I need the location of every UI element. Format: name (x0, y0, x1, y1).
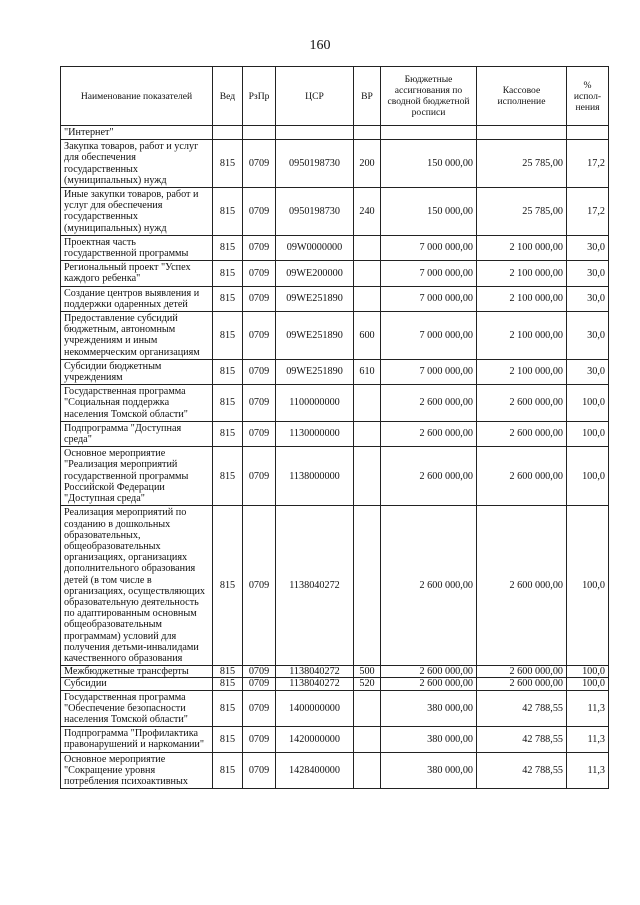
page-number: 160 (309, 38, 331, 53)
row-vr: 520 (354, 678, 381, 690)
row-cash-execution: 2 600 000,00 (477, 678, 567, 690)
row-percent: 100,0 (567, 506, 609, 666)
row-cash-execution: 2 100 000,00 (477, 286, 567, 311)
row-vr (354, 261, 381, 286)
row-vr: 240 (354, 188, 381, 236)
table-row (61, 506, 609, 666)
row-percent: 100,0 (567, 666, 609, 678)
row-csr: 1138040272 (276, 506, 354, 666)
row-rzpr: 0709 (243, 359, 276, 384)
row-ved: 815 (213, 188, 243, 236)
row-percent: 17,2 (567, 140, 609, 188)
row-assignments: 7 000 000,00 (381, 286, 477, 311)
row-rzpr: 0709 (243, 140, 276, 188)
row-assignments: 380 000,00 (381, 752, 477, 789)
row-assignments: 2 600 000,00 (381, 421, 477, 446)
row-percent: 30,0 (567, 235, 609, 260)
row-assignments: 7 000 000,00 (381, 235, 477, 260)
row-rzpr: 0709 (243, 385, 276, 422)
row-cash-execution: 42 788,55 (477, 690, 567, 727)
row-cash-execution: 2 600 000,00 (477, 385, 567, 422)
row-percent: 100,0 (567, 447, 609, 506)
budget-execution-table (60, 66, 609, 789)
table-row (61, 188, 609, 236)
row-name: Межбюджетные трансферты (61, 666, 213, 678)
header-percent: % испол-нения (567, 67, 609, 126)
table-row (61, 261, 609, 286)
row-rzpr: 0709 (243, 235, 276, 260)
row-assignments: 7 000 000,00 (381, 312, 477, 360)
row-vr: 500 (354, 666, 381, 678)
table-row (61, 286, 609, 311)
table-row (61, 140, 609, 188)
table-row (61, 421, 609, 446)
row-cash-execution: 42 788,55 (477, 727, 567, 752)
row-assignments: 2 600 000,00 (381, 447, 477, 506)
row-percent: 17,2 (567, 188, 609, 236)
row-name: Государственная программа "Социальная поддержка населения Томской области" (61, 385, 213, 422)
row-cash-execution: 2 600 000,00 (477, 421, 567, 446)
table-row (61, 666, 609, 678)
row-percent: 100,0 (567, 678, 609, 690)
row-ved: 815 (213, 140, 243, 188)
row-name: Закупка товаров, работ и услуг для обеспечения государственных (муниципальных) нужд (61, 140, 213, 188)
row-csr: 1130000000 (276, 421, 354, 446)
header-csr: ЦСР (276, 67, 354, 126)
row-csr: 1100000000 (276, 385, 354, 422)
row-vr (354, 385, 381, 422)
row-rzpr: 0709 (243, 690, 276, 727)
row-csr: 1138040272 (276, 678, 354, 690)
row-name: Государственная программа "Обеспечение безопасности населения Томской области" (61, 690, 213, 727)
row-name: Субсидии (61, 678, 213, 690)
row-vr (354, 690, 381, 727)
row-rzpr: 0709 (243, 188, 276, 236)
row-ved: 815 (213, 752, 243, 789)
row-rzpr: 0709 (243, 421, 276, 446)
row-ved: 815 (213, 447, 243, 506)
row-ved: 815 (213, 359, 243, 384)
row-ved: 815 (213, 506, 243, 666)
row-percent: 11,3 (567, 690, 609, 727)
row-vr (354, 447, 381, 506)
row-vr (354, 421, 381, 446)
row-percent: 100,0 (567, 421, 609, 446)
row-ved: 815 (213, 727, 243, 752)
table-row (61, 727, 609, 752)
row-csr: 1420000000 (276, 727, 354, 752)
row-ved: 815 (213, 666, 243, 678)
table-row (61, 312, 609, 360)
row-cash-execution: 42 788,55 (477, 752, 567, 789)
row-rzpr: 0709 (243, 666, 276, 678)
row-csr: 09WE251890 (276, 312, 354, 360)
row-rzpr: 0709 (243, 678, 276, 690)
row-name: Проектная часть государственной программы (61, 235, 213, 260)
row-percent: 11,3 (567, 752, 609, 789)
row-rzpr: 0709 (243, 727, 276, 752)
row-csr: 09W0000000 (276, 235, 354, 260)
row-name: Подпрограмма "Профилактика правонарушений и наркомании" (61, 727, 213, 752)
row-rzpr (243, 126, 276, 140)
row-rzpr: 0709 (243, 312, 276, 360)
row-name: Основное мероприятие "Реализация мероприятий государственной программы Российской Федерации "Доступная среда" (61, 447, 213, 506)
table-row (61, 235, 609, 260)
header-rzpr: РзПр (243, 67, 276, 126)
header-cash-execution: Кассовое исполнение (477, 67, 567, 126)
row-rzpr: 0709 (243, 506, 276, 666)
row-name: Основное мероприятие "Сокращение уровня потребления психоактивных (61, 752, 213, 789)
row-assignments: 7 000 000,00 (381, 359, 477, 384)
row-assignments: 2 600 000,00 (381, 666, 477, 678)
row-cash-execution: 2 100 000,00 (477, 312, 567, 360)
header-name: Наименование показателей (61, 67, 213, 126)
row-csr: 1138040272 (276, 666, 354, 678)
row-ved: 815 (213, 678, 243, 690)
header-ved: Вед (213, 67, 243, 126)
table-row (61, 126, 609, 140)
row-ved: 815 (213, 235, 243, 260)
row-assignments: 150 000,00 (381, 140, 477, 188)
row-name: Реализация мероприятий по созданию в дошкольных образовательных, общеобразовательных организациях, организациях дополнительного образования детей (в том числе в организациях, осуществляющих образовательную деятельность по адаптированным основным общеобразовательным программам) условий для получения детьми-инвалидами качественного образования (61, 506, 213, 666)
row-name: Субсидии бюджетным учреждениям (61, 359, 213, 384)
row-assignments: 7 000 000,00 (381, 261, 477, 286)
row-ved: 815 (213, 286, 243, 311)
row-assignments: 150 000,00 (381, 188, 477, 236)
row-cash-execution: 25 785,00 (477, 188, 567, 236)
row-csr: 1400000000 (276, 690, 354, 727)
row-cash-execution: 2 600 000,00 (477, 506, 567, 666)
row-assignments: 380 000,00 (381, 690, 477, 727)
row-vr: 600 (354, 312, 381, 360)
row-vr: 610 (354, 359, 381, 384)
row-name: "Интернет" (61, 126, 213, 140)
table-row (61, 447, 609, 506)
row-percent: 30,0 (567, 261, 609, 286)
row-csr (276, 126, 354, 140)
row-cash-execution: 2 100 000,00 (477, 359, 567, 384)
row-vr (354, 286, 381, 311)
row-ved: 815 (213, 312, 243, 360)
row-vr: 200 (354, 140, 381, 188)
row-assignments: 380 000,00 (381, 727, 477, 752)
row-csr: 09WE200000 (276, 261, 354, 286)
row-cash-execution: 25 785,00 (477, 140, 567, 188)
row-percent: 30,0 (567, 286, 609, 311)
row-cash-execution (477, 126, 567, 140)
row-rzpr: 0709 (243, 752, 276, 789)
row-ved: 815 (213, 690, 243, 727)
row-cash-execution: 2 100 000,00 (477, 261, 567, 286)
row-name: Создание центров выявления и поддержки одаренных детей (61, 286, 213, 311)
row-ved: 815 (213, 261, 243, 286)
table-row (61, 752, 609, 789)
row-percent: 30,0 (567, 359, 609, 384)
row-rzpr: 0709 (243, 447, 276, 506)
row-csr: 0950198730 (276, 188, 354, 236)
row-csr: 0950198730 (276, 140, 354, 188)
table-row (61, 690, 609, 727)
row-csr: 1138000000 (276, 447, 354, 506)
row-vr (354, 235, 381, 260)
row-assignments (381, 126, 477, 140)
table-row (61, 359, 609, 384)
row-cash-execution: 2 100 000,00 (477, 235, 567, 260)
row-percent (567, 126, 609, 140)
row-vr (354, 126, 381, 140)
table-row (61, 385, 609, 422)
row-cash-execution: 2 600 000,00 (477, 447, 567, 506)
row-name: Иные закупки товаров, работ и услуг для обеспечения государственных (муниципальных) нужд (61, 188, 213, 236)
row-assignments: 2 600 000,00 (381, 678, 477, 690)
row-rzpr: 0709 (243, 286, 276, 311)
row-cash-execution: 2 600 000,00 (477, 666, 567, 678)
row-percent: 11,3 (567, 727, 609, 752)
row-vr (354, 752, 381, 789)
row-ved: 815 (213, 421, 243, 446)
row-rzpr: 0709 (243, 261, 276, 286)
row-ved: 815 (213, 385, 243, 422)
table-header-row (61, 67, 609, 126)
row-csr: 1428400000 (276, 752, 354, 789)
row-assignments: 2 600 000,00 (381, 506, 477, 666)
row-csr: 09WE251890 (276, 359, 354, 384)
header-vr: ВР (354, 67, 381, 126)
row-vr (354, 727, 381, 752)
table-row (61, 678, 609, 690)
row-percent: 30,0 (567, 312, 609, 360)
row-assignments: 2 600 000,00 (381, 385, 477, 422)
header-assignments: Бюджетные ассигнования по сводной бюджетной росписи (381, 67, 477, 126)
row-percent: 100,0 (567, 385, 609, 422)
row-ved (213, 126, 243, 140)
row-name: Подпрограмма "Доступная среда" (61, 421, 213, 446)
row-vr (354, 506, 381, 666)
row-csr: 09WE251890 (276, 286, 354, 311)
row-name: Региональный проект "Успех каждого ребенка" (61, 261, 213, 286)
row-name: Предоставление субсидий бюджетным, автономным учреждениям и иным некоммерческим организациям (61, 312, 213, 360)
